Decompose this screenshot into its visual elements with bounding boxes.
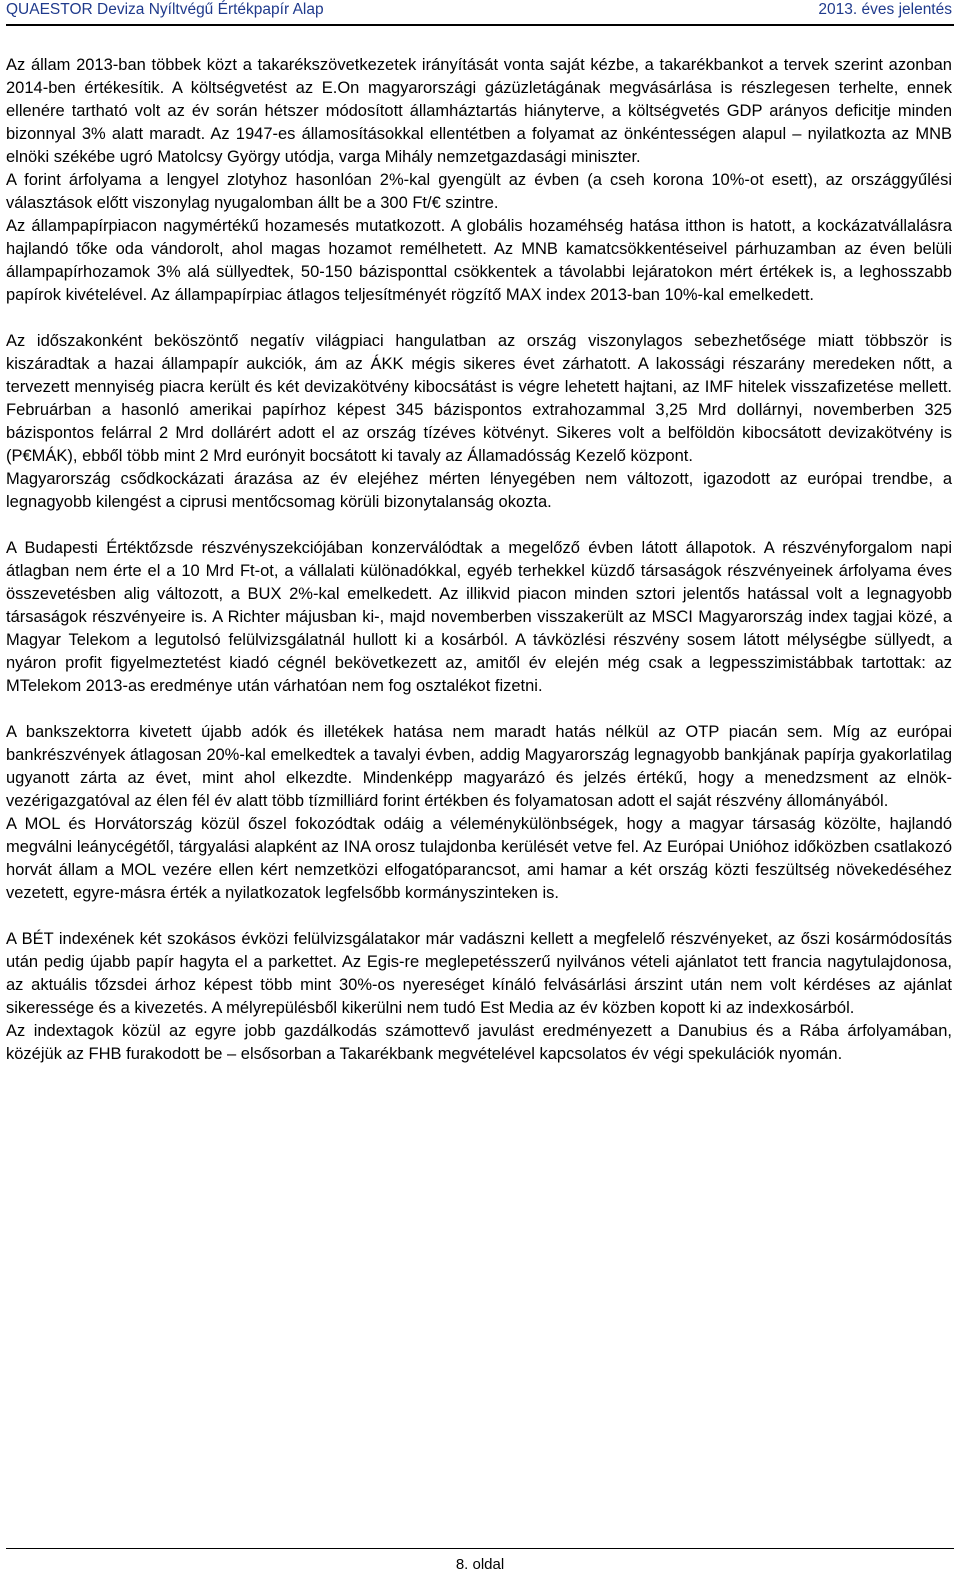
document-body xyxy=(6,54,952,1066)
header-report-title: 2013. éves jelentés xyxy=(818,1,952,18)
paragraph-spacer xyxy=(6,905,952,928)
paragraph-bet-equities: A Budapesti Értéktőzsde részvényszekciójában konzerválódtak a megelőző évben látott állapotok. A részvényforgalom napi átlagban nem érte el a 10 Mrd Ft-ot, a vállalati különadókkal, egyéb terhekkel küzdő társaságok részvényeinek árfolyama éves összevetésben alig változott, a BUX 2%-kal emelkedett. Az illikvid piacon minden sztori jelentős hatással volt a legnagyobb társaságok részvényeire is. A Richter májusban ki-, majd novemberben visszakerült az MSCI Magyarország index tagjai közé, a Magyar Telekom a legutolsó felülvizsgálatnál hullott ki a kosárból. A távközlési részvény sosem látott mélységbe süllyedt, a nyáron profit figyelmeztetést kiadó cégnél bekövetkezett az, amitől év elején még csak a legpesszimistábbak tartottak: az MTelekom 2013-as eredménye után várhatóan nem fog osztalékot fizetni. xyxy=(6,539,952,695)
paragraph-mol: A MOL és Horvátország közül őszel fokozódtak odáig a véleménykülönbségek, hogy a magyar társaság közölte, hajlandó megválni leánycégétől, tárgyalási alapként az INA orosz tulajdonba kerülését vetve fel. Az Európai Unióhoz időközben csatlakozó horvát állam a MOL vezére ellen kért nemzetközi elfogatóparancsot, ami hamar a két ország közti feszültség növekedéséhez vezetett, egyre-másra érték a nyilatkozatok legfelsőbb kormányszinteken is. xyxy=(6,815,952,902)
paragraph-spacer xyxy=(6,307,952,330)
header-fund-name: QUAESTOR Deviza Nyíltvégű Értékpapír Alap xyxy=(6,1,324,18)
paragraph-index-members: Az indextagok közül az egyre jobb gazdálkodás számottevő javulást eredményezett a Danubius és a Rába árfolyamában, közéjük az FHB furakodott be – elsősorban a Takarékbank megvételével kapcsolatos év végi spekulációk nyomán. xyxy=(6,1022,952,1063)
paragraph-akk-auctions: Az időszakonként beköszöntő negatív világpiaci hangulatban az ország viszonylagos sebezhetősége miatt többször is kiszáradtak a hazai állampapír aukciók, ám az ÁKK mégis sikeres évet zárhatott. A lakossági részarány meredeken nőtt, a tervezett mennyiség piacra került és két devizakötvény kibocsátást is végre lehetett hajtani, az IMF hitelek visszafizetése mellett. Februárban a hasonló amerikai papírhoz képest 345 bázispontos extrahozammal 3,25 Mrd dollárnyi, novemberben 325 bázispontos felárral 2 Mrd dollárért adott el az ország tízéves kötvényt. Sikeres volt a belföldön kibocsátott devizakötvény is (P€MÁK), ebből több mint 2 Mrd eurónyit bocsátott ki tavaly az Államadósság Kezelő központ. xyxy=(6,332,952,465)
paragraph-state-budget: Az állam 2013-ban többek közt a takarékszövetkezetek irányítását vonta saját kézbe, a takarékbankot a tervek szerint azonban 2014-ben értékesítik. A költségvetést az E.On magyarországi gázüzletágának megvásárlása is részlegesen terhelte, ennek ellenére tartható volt az év során hétszer módosított államháztartás hiányterve, a költségvetés GDP arányos deficitje minden bizonnyal 3% alatt maradt. Az 1947-es államosításokkal ellentétben a folyamat az önkéntességen alapul – nyilatkozta az MNB elnöki székébe ugró Matolcsy György utódja, varga Mihály nemzetgazdasági miniszter. xyxy=(6,56,952,166)
page-number: 8. oldal xyxy=(455,1556,505,1573)
paragraph-cds: Magyarország csődkockázati árazása az év elejéhez mérten lényegében nem változott, igazodott az európai trendbe, a legnagyobb kilengést a ciprusi mentőcsomag körüli bizonytalanság okozta. xyxy=(6,470,952,511)
paragraph-bond-market: Az állampapírpiacon nagymértékű hozamesés mutatkozott. A globális hozaméhség hatása itthon is hatott, a kockázatvállalásra hajlandó tőke oda vándorolt, ahol magas hozamot remélhetett. Az MNB kamatcsökkentéseivel párhuzamban az éven belüli állampapírhozamok 3% alá süllyedtek, 50-150 bázisponttal csökkentek a távolabbi lejáratokon mért értékek is, a leghosszabb papírok kivételével. Az állampapírpiac átlagos teljesítményét rögzítő MAX index 2013-ban 10%-kal emelkedett. xyxy=(6,217,952,304)
paragraph-spacer xyxy=(6,698,952,721)
paragraph-bet-index: A BÉT indexének két szokásos évközi felülvizsgálatakor már vadászni kellett a megfelelő részvényeket, az őszi kosármódosítás után pedig újabb papír hagyta el a parkettet. Az Egis-re meglepetésszerű nyilvános vételi ajánlatot tett francia nagytulajdonosa, az aktuális tőzsdei árhoz képest több mint 30%-os nyereséget kínáló felvásárlási árszint után nem volt kérdéses az ajánlat sikeressége és a kivezetés. A mélyrepülésből kikerülni nem tudó Est Media az év közben kopott ki az indexkosárból. xyxy=(6,930,952,1017)
paragraph-forint: A forint árfolyama a lengyel zlotyhoz hasonlóan 2%-kal gyengült az évben (a cseh korona 10%-ot esett), az országgyűlési választások előtt viszonylag nyugalomban állt be a 300 Ft/€ szintre. xyxy=(6,171,952,212)
footer-divider xyxy=(6,1548,954,1549)
page-header xyxy=(6,0,954,26)
paragraph-otp: A bankszektorra kivetett újabb adók és illetékek hatása nem maradt hatás nélkül az OTP piacán sem. Míg az európai bankrészvények átlagosan 20%-kal emelkedtek a tavalyi évben, addig Magyarország legnagyobb bankjának papírja gyakorlatilag ugyanott zárta az évet, mint ahol elkezdte. Mindenképp magyarázó és jelzés értékű, hogy a menedzsment az elnök-vezérigazgatóval az élen fél év alatt több tízmilliárd forint értékben és folyamatosan adott el saját részvény állományából. xyxy=(6,723,952,810)
paragraph-spacer xyxy=(6,514,952,537)
